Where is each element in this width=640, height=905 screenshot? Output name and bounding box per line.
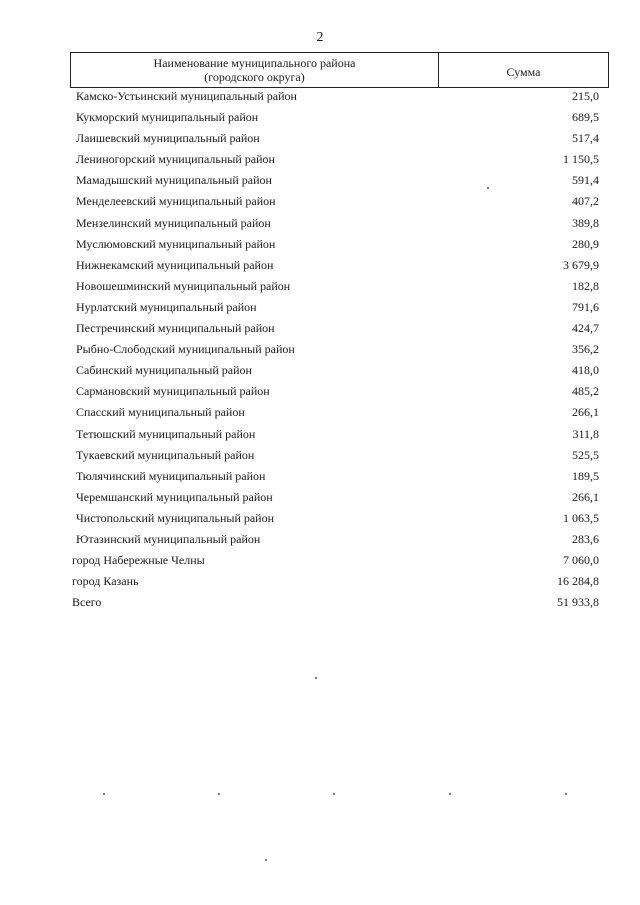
row-value: 791,6 [572, 299, 599, 314]
table-row [0, 150, 640, 171]
scan-speck [265, 859, 267, 861]
table-header [70, 52, 609, 88]
row-name: Менделеевский муниципальный район [76, 194, 276, 209]
row-value: 485,2 [572, 384, 599, 399]
column-header-sum: Сумма [506, 65, 541, 79]
row-value: 311,8 [572, 426, 599, 441]
row-value: 182,8 [572, 278, 599, 293]
scan-speck [333, 793, 335, 795]
row-name: Пестречинский муниципальный район [76, 321, 275, 336]
row-name: город Казань [72, 574, 139, 589]
table-row [0, 277, 640, 298]
row-name: Сармановский муниципальный район [76, 384, 270, 399]
column-header-name [71, 53, 439, 87]
row-name: Мамадышский муниципальный район [76, 173, 272, 188]
row-value: 689,5 [572, 110, 599, 125]
row-name: Нурлатский муниципальный район [76, 299, 257, 314]
table-row [0, 382, 640, 403]
scan-speck [487, 187, 489, 189]
table-row [0, 235, 640, 256]
row-value: 283,6 [572, 531, 599, 546]
row-value: 7 060,0 [563, 553, 599, 568]
scan-speck [315, 677, 317, 679]
row-value: 591,4 [572, 173, 599, 188]
row-name: Спасский муниципальный район [76, 405, 245, 420]
table-row [0, 403, 640, 424]
total-value: 51 933,8 [557, 595, 599, 610]
column-header-name-line1: Наименование муниципального района [153, 56, 356, 70]
table-row [0, 192, 640, 213]
scan-speck [449, 793, 451, 795]
row-value: 517,4 [572, 131, 599, 146]
column-header-name-line2: (городского округа) [204, 70, 305, 84]
row-value: 1 063,5 [563, 510, 599, 525]
row-value: 280,9 [572, 236, 599, 251]
table-row-city [0, 572, 640, 593]
scan-speck [565, 793, 567, 795]
row-name: Кукморский муниципальный район [76, 110, 259, 125]
row-value: 525,5 [572, 447, 599, 462]
table-row [0, 108, 640, 129]
table-row [0, 214, 640, 235]
table-row [0, 319, 640, 340]
row-name: Муслюмовский муниципальный район [76, 236, 276, 251]
table-row [0, 467, 640, 488]
scan-speck [103, 793, 105, 795]
row-name: Чистопольский муниципальный район [76, 510, 275, 525]
row-name: Лениногорский муниципальный район [76, 152, 275, 167]
row-name: Сабинский муниципальный район [76, 363, 252, 378]
row-value: 1 150,5 [563, 152, 599, 167]
table-row [0, 171, 640, 192]
row-name: Рыбно-Слободский муниципальный район [76, 342, 295, 357]
total-label: Всего [72, 595, 102, 610]
row-value: 389,8 [572, 215, 599, 230]
table-row-total [0, 593, 640, 614]
table-row [0, 488, 640, 509]
row-name: Тукаевский муниципальный район [76, 447, 255, 462]
table-row [0, 361, 640, 382]
row-value: 215,0 [572, 89, 599, 103]
row-value: 424,7 [572, 321, 599, 336]
row-value: 356,2 [572, 342, 599, 357]
table-row [0, 129, 640, 150]
table-row [0, 425, 640, 446]
scan-speck [218, 793, 220, 795]
table-row [0, 87, 640, 108]
row-name: Новошешминский муниципальный район [76, 278, 291, 293]
page-number: 2 [316, 30, 324, 45]
table-row [0, 509, 640, 530]
row-name: Тетюшский муниципальный район [76, 426, 256, 441]
row-value: 3 679,9 [563, 257, 599, 272]
row-name: Камско-Устьинский муниципальный район [76, 89, 297, 103]
table-row [0, 340, 640, 361]
row-name: Черемшанский муниципальный район [76, 489, 273, 504]
row-name: город Набережные Челны [72, 553, 205, 568]
table-row-city [0, 551, 640, 572]
row-name: Лаишевский муниципальный район [76, 131, 260, 146]
table-row [0, 530, 640, 551]
row-value: 189,5 [572, 468, 599, 483]
row-name: Ютазинский муниципальный район [76, 531, 261, 546]
row-value: 266,1 [572, 489, 599, 504]
row-value: 407,2 [572, 194, 599, 209]
table-row [0, 256, 640, 277]
row-value: 16 284,8 [557, 574, 599, 589]
row-name: Мензелинский муниципальный район [76, 215, 271, 230]
row-name: Нижнекамский муниципальный район [76, 257, 274, 272]
row-value: 418,0 [572, 363, 599, 378]
table-body [0, 87, 640, 614]
row-value: 266,1 [572, 405, 599, 420]
row-name: Тюлячинский муниципальный район [76, 468, 266, 483]
table-row [0, 446, 640, 467]
table-row [0, 298, 640, 319]
